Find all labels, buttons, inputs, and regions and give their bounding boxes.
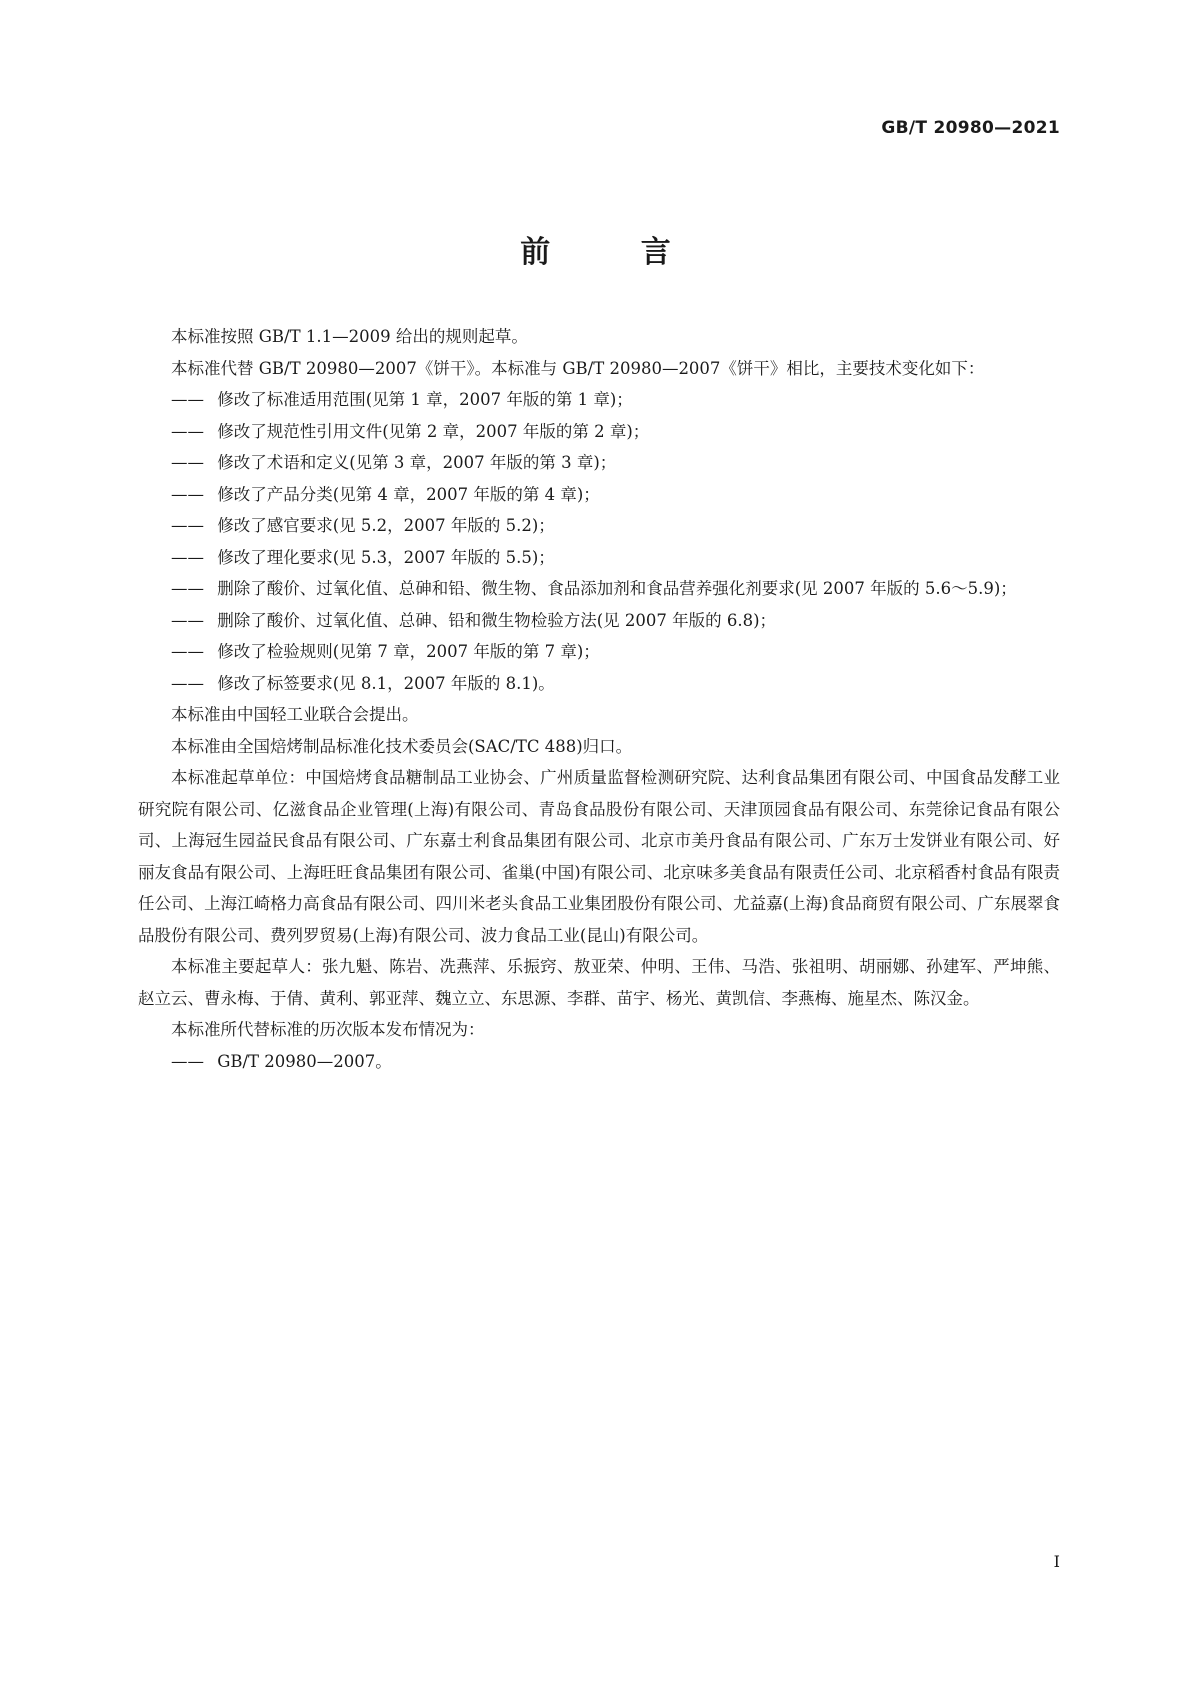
dash-marker: —— [171, 1051, 204, 1071]
list-item: —— 删除了酸价、过氧化值、总砷和铅、微生物、食品添加剂和食品营养强化剂要求(见 2007 年版的 5.6～5.9)； [171, 573, 1060, 605]
list-item: —— 修改了规范性引用文件(见第 2 章，2007 年版的第 2 章)； [171, 416, 1060, 448]
list-item: —— 修改了产品分类(见第 4 章，2007 年版的第 4 章)； [171, 479, 1060, 511]
dash-marker: —— [171, 484, 204, 504]
page-number: I [1053, 1552, 1060, 1571]
list-item: —— 删除了酸价、过氧化值、总砷、铅和微生物检验方法(见 2007 年版的 6.8)； [171, 605, 1060, 637]
list-item: —— 修改了感官要求(见 5.2，2007 年版的 5.2)； [171, 510, 1060, 542]
paragraph-replaces: 本标准代替 GB/T 20980—2007《饼干》。本标准与 GB/T 20980—2007《饼干》相比，主要技术变化如下： [171, 358, 985, 378]
paragraph-drafting-units: 本标准起草单位：中国焙烤食品糖制品工业协会、广州质量监督检测研究院、达利食品集团有限公司、中国食品发酵工业研究院有限公司、亿滋食品企业管理(上海)有限公司、青岛食品股份有限公司、天津顶园食品有限公司、东莞徐记食品有限公司、上海冠生园益民食品有限公司、广东嘉士利食品集团有限公司、北京市美丹食品有限公司、广东万士发饼业有限公司、好丽友食品有限公司、上海旺旺食品集团有限公司、雀巢(中国)有限公司、北京味多美食品有限责任公司、北京稻香村食品有限责任公司、上海江崎格力高食品有限公司、四川米老头食品工业集团股份有限公司、尤益嘉(上海)食品商贸有限公司、广东展翠食品股份有限公司、费列罗贸易(上海)有限公司、波力食品工业(昆山)有限公司。 [138, 768, 1060, 945]
dash-marker: —— [171, 453, 204, 472]
standard-code: GB/T 20980—2021 [881, 118, 1060, 138]
dash-marker: —— [171, 421, 204, 441]
paragraph-proposed-by: 本标准由中国轻工业联合会提出。 [171, 705, 419, 724]
dash-marker: —— [171, 547, 204, 567]
list-item: —— GB/T 20980—2007。 [171, 1046, 1060, 1078]
paragraph-previous-versions: 本标准所代替标准的历次版本发布情况为： [171, 1020, 485, 1039]
list-item: —— 修改了标准适用范围(见第 1 章，2007 年版的第 1 章)； [171, 384, 1060, 416]
dash-marker: —— [171, 390, 204, 409]
list-item: —— 修改了术语和定义(见第 3 章，2007 年版的第 3 章)； [171, 447, 1060, 479]
paragraph-drafting-rules: 本标准按照 GB/T 1.1—2009 给出的规则起草。 [171, 327, 528, 346]
dash-marker: —— [171, 673, 204, 693]
dash-marker: —— [171, 516, 204, 535]
list-item: —— 修改了标签要求(见 8.1，2007 年版的 8.1)。 [171, 668, 1060, 700]
paragraph-drafters: 本标准主要起草人：张九魁、陈岩、冼燕萍、乐振窍、敖亚荣、仲明、王伟、马浩、张祖明、胡丽娜、孙建军、严坤熊、赵立云、曹永梅、于倩、黄利、郭亚萍、魏立立、东思源、李群、苗宇、杨光、黄凯信、李燕梅、施星杰、陈汉金。 [138, 957, 1060, 1008]
dash-marker: —— [171, 642, 204, 661]
page-title: 前 言 [520, 235, 711, 270]
paragraph-centralized-by: 本标准由全国焙烤制品标准化技术委员会(SAC/TC 488)归口。 [171, 736, 633, 756]
list-item: —— 修改了理化要求(见 5.3，2007 年版的 5.5)； [171, 542, 1060, 574]
document-body [138, 321, 1060, 1077]
list-item: —— 修改了检验规则(见第 7 章，2007 年版的第 7 章)； [171, 636, 1060, 668]
dash-marker: —— [171, 610, 204, 630]
dash-marker: —— [171, 579, 204, 598]
